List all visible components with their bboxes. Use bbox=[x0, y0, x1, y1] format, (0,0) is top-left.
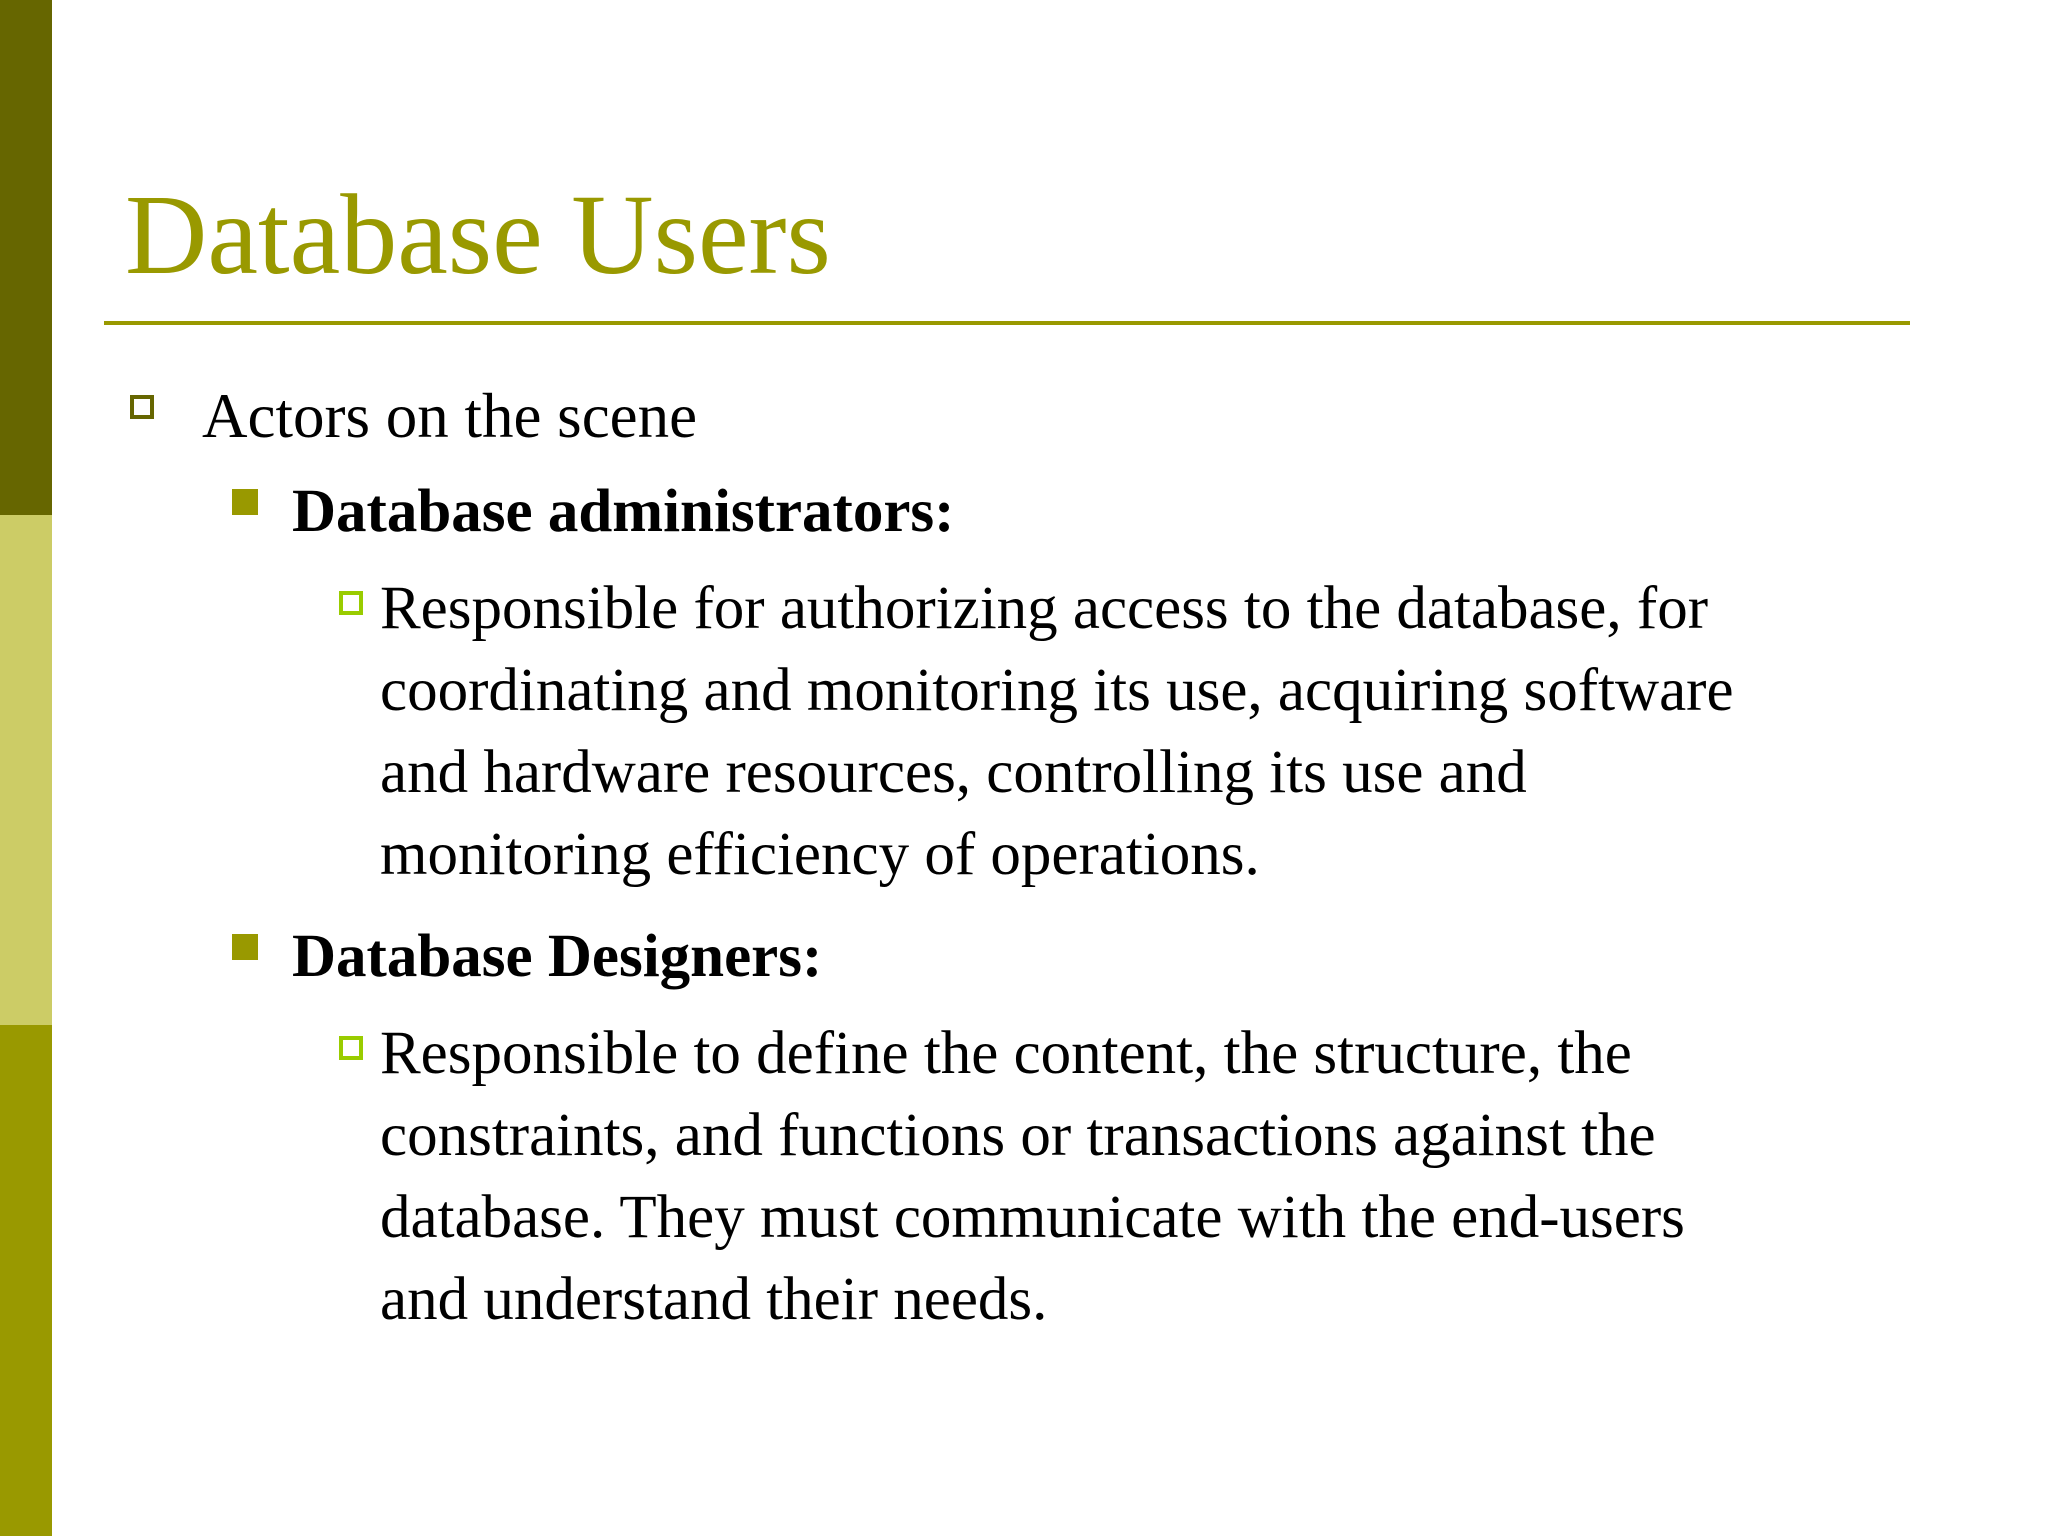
paragraph-line: constraints, and functions or transactions against the bbox=[380, 1102, 1656, 1169]
paragraph-line: Responsible for authorizing access to the database, for bbox=[380, 575, 1709, 642]
paragraph-line: database. They must communicate with the end-users bbox=[380, 1184, 1685, 1251]
filled-square-bullet-icon bbox=[232, 489, 258, 515]
hollow-square-bullet-icon bbox=[339, 591, 363, 615]
hollow-square-bullet-icon bbox=[339, 1036, 363, 1060]
slide-title: Database Users bbox=[125, 171, 831, 298]
hollow-square-bullet-icon bbox=[130, 395, 154, 419]
paragraph-line: Responsible to define the content, the structure, the bbox=[380, 1020, 1632, 1087]
paragraph-designers bbox=[380, 1013, 1920, 1341]
side-bar-bottom bbox=[0, 1025, 52, 1536]
heading-database-administrators: Database administrators: bbox=[292, 478, 955, 545]
paragraph-line: monitoring efficiency of operations. bbox=[380, 821, 1260, 888]
title-underline bbox=[104, 321, 1910, 325]
paragraph-line: coordinating and monitoring its use, acquiring software bbox=[380, 657, 1734, 724]
filled-square-bullet-icon bbox=[232, 934, 258, 960]
heading-database-designers: Database Designers: bbox=[292, 923, 823, 990]
bullet-actors: Actors on the scene bbox=[202, 381, 698, 451]
side-bar-top bbox=[0, 0, 52, 515]
side-bar-middle bbox=[0, 515, 52, 1025]
paragraph-line: and understand their needs. bbox=[380, 1266, 1048, 1333]
paragraph-line: and hardware resources, controlling its use and bbox=[380, 739, 1527, 806]
paragraph-administrators bbox=[380, 568, 1920, 896]
